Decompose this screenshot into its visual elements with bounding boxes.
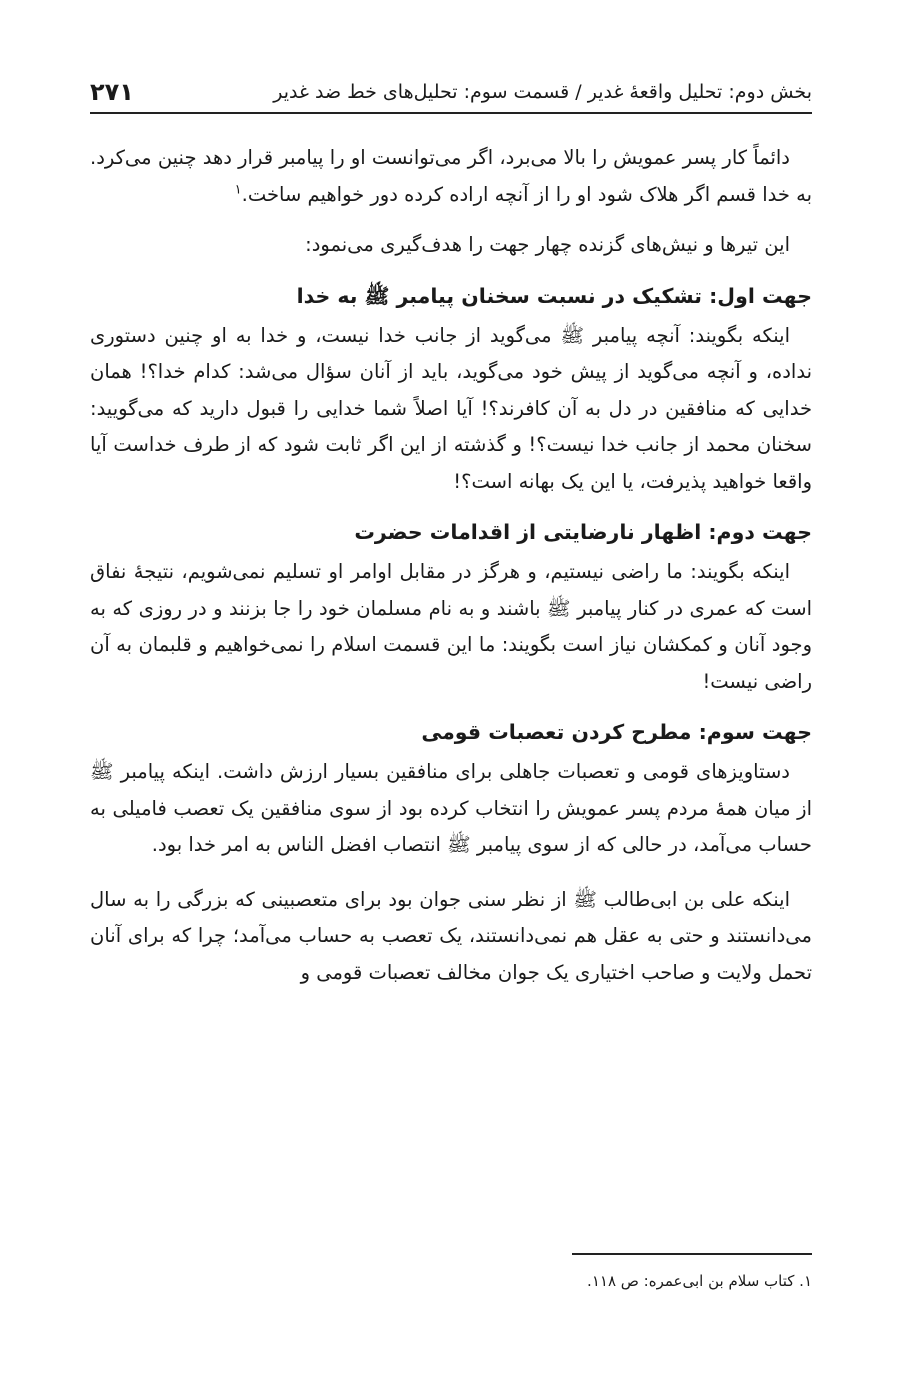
paragraph-text: دائماً کار پسر عمویش را بالا می‌برد، اگر می‌توانست او را پیامبر قرار دهد چنین می‌کرد. به خدا قسم اگر هلاک شود او را از آنچه اراده کرده دور خواهیم ساخت. <box>90 146 812 206</box>
paragraph: این تیرها و نیش‌های گزنده چهار جهت را هدف‌گیری می‌نمود: <box>305 233 790 256</box>
header-title: بخش دوم: تحلیل واقعهٔ غدیر / قسمت سوم: تحلیل‌های خط ضد غدیر <box>273 81 812 103</box>
running-header <box>90 72 812 114</box>
paragraph: اینکه بگویند: ما راضی نیستیم، و هرگز در مقابل اوامر او تسلیم نمی‌شویم، نتیجهٔ نفاق است که عمری در کنار پیامبر ﷺ باشند و به نام مسلمان خود را جا بزنند و در روزی که به وجود آنان و کمکشان نیاز است بگویند: ما این قسمت اسلام را نمی‌خواهیم و قلبمان به آن راضی نیست! <box>90 560 812 693</box>
section-heading: جهت اول: تشکیک در نسبت سخنان پیامبر ﷺ به خدا <box>296 283 812 308</box>
book-page <box>90 0 812 1390</box>
page-number: ۲۷۱ <box>90 78 134 106</box>
section-heading: جهت دوم: اظهار نارضایتی از اقدامات حضرت <box>354 520 812 544</box>
paragraph: اینکه علی بن ابی‌طالب ﷺ از نظر سنی جوان بود برای متعصبینی که بزرگی را به سال می‌دانستند و حتی به عقل هم نمی‌دانستند، یک تعصب به حساب می‌آمد؛ چرا که برای آنان تحمل ولایت و صاحب اختیاری یک جوان مخالف تعصبات قومی و <box>90 887 812 984</box>
footnote-reference: ۱ <box>234 182 242 197</box>
paragraph: دستاویزهای قومی و تعصبات جاهلی برای منافقین بسیار ارزش داشت. اینکه پیامبر ﷺ از میان همهٔ مردم پسر عمویش را انتخاب کرده بود از سوی منافقین یک تعصب فامیلی به حساب می‌آمد، در حالی که از سوی پیامبر ﷺ انتصاب افضل الناس به امر خدا بود. <box>90 760 812 856</box>
footnote: ۱. کتاب سلام بن ابی‌عمره: ص ۱۱۸. <box>587 1272 812 1290</box>
page-body <box>90 140 812 991</box>
paragraph <box>90 140 812 213</box>
paragraph: اینکه بگویند: آنچه پیامبر ﷺ می‌گوید از جانب خدا نیست، و خدا به او چنین دستوری نداده، و آنچه می‌گوید از پیش خود می‌گوید، باید از آنان سؤال می‌شد: کدام خدا؟! همان خدایی که منافقین در دل به آن کافرند؟! آیا اصلاً شما خدایی را قبول دارید که می‌گویید: سخنان محمد از جانب خدا نیست؟! و گذشته از این اگر ثابت شود که از طرف خداست آیا واقعا خواهید پذیرفت، یا این یک بهانه است؟! <box>90 323 812 493</box>
section-heading: جهت سوم: مطرح کردن تعصبات قومی <box>421 720 812 744</box>
footnote-divider <box>572 1253 812 1255</box>
